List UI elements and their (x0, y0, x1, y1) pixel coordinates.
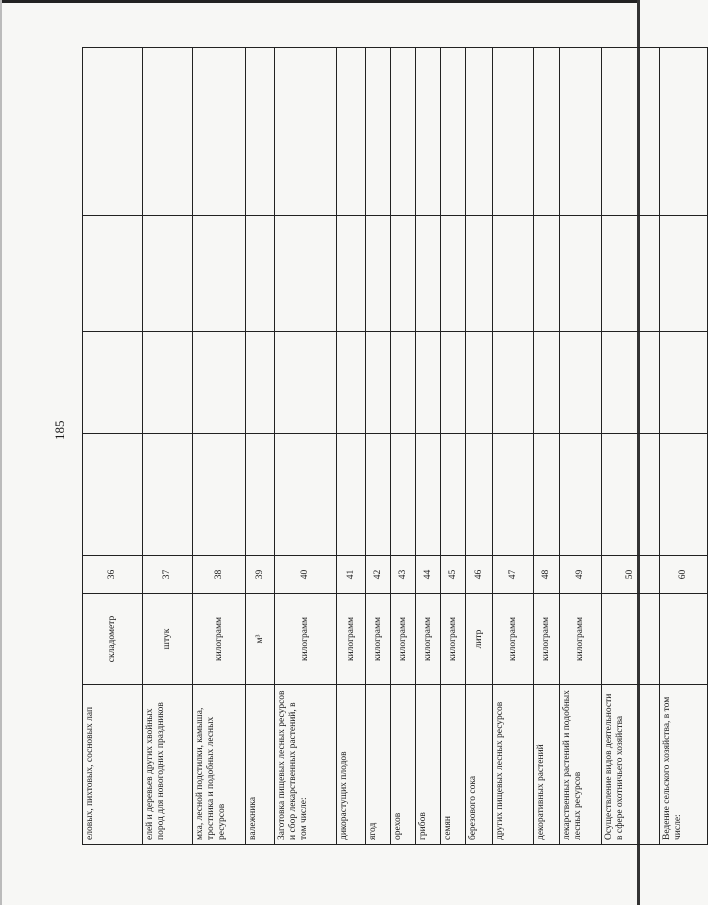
empty-value-cell (560, 332, 602, 434)
row-code-cell: 60 (660, 556, 708, 594)
empty-value-cell (534, 434, 560, 556)
unit-cell: килограмм (366, 594, 391, 685)
table-row (366, 48, 391, 845)
empty-value-cell (602, 48, 660, 216)
empty-value-cell (143, 434, 193, 556)
empty-value-cell (246, 48, 275, 216)
resource-name-cell: березового сока (466, 685, 493, 845)
table-row (83, 48, 143, 845)
unit-cell: килограмм (275, 594, 337, 685)
scan-edge-left (0, 0, 2, 905)
unit-cell (660, 594, 708, 685)
table-row (416, 48, 441, 845)
resource-name-cell: орехов (391, 685, 416, 845)
empty-value-cell (246, 332, 275, 434)
empty-value-cell (466, 332, 493, 434)
empty-value-cell (660, 48, 708, 216)
row-code-cell: 46 (466, 556, 493, 594)
empty-value-cell (366, 332, 391, 434)
empty-value-cell (660, 434, 708, 556)
table-row (193, 48, 246, 845)
table-row (143, 48, 193, 845)
forest-resources-table (82, 47, 708, 845)
unit-cell: килограмм (416, 594, 441, 685)
empty-value-cell (391, 48, 416, 216)
empty-value-cell (441, 216, 466, 332)
page-number: 185 (52, 420, 67, 440)
unit-cell: килограмм (560, 594, 602, 685)
resource-name-cell: еловых, пихтовых, сосновых лап (83, 685, 143, 845)
row-code-cell: 44 (416, 556, 441, 594)
resource-name-cell: дикорастущих плодов (337, 685, 366, 845)
unit-cell (602, 594, 660, 685)
row-code-cell: 49 (560, 556, 602, 594)
empty-value-cell (493, 434, 534, 556)
resource-name-cell: валежника (246, 685, 275, 845)
empty-value-cell (337, 434, 366, 556)
empty-value-cell (660, 332, 708, 434)
table-row (391, 48, 416, 845)
row-code-cell: 40 (275, 556, 337, 594)
table-row (275, 48, 337, 845)
unit-cell: килограмм (193, 594, 246, 685)
unit-cell: килограмм (441, 594, 466, 685)
table-row (534, 48, 560, 845)
unit-cell: литр (466, 594, 493, 685)
table-row (337, 48, 366, 845)
empty-value-cell (337, 216, 366, 332)
empty-value-cell (560, 48, 602, 216)
resource-name-cell: лекарственных растений и подобных лесных ресурсов (560, 685, 602, 845)
resource-name-cell: Заготовка пищевых лесных ресурсов и сбор лекарственных растений, в том числе: (275, 685, 337, 845)
resource-name-cell: семян (441, 685, 466, 845)
empty-value-cell (193, 434, 246, 556)
resource-name-cell: Осуществление видов деятельности в сфере охотничьего хозяйства (602, 685, 660, 845)
empty-value-cell (416, 434, 441, 556)
table-body (83, 48, 708, 845)
empty-value-cell (416, 216, 441, 332)
empty-value-cell (83, 216, 143, 332)
empty-value-cell (391, 332, 416, 434)
resource-name-cell: ягод (366, 685, 391, 845)
table-row (466, 48, 493, 845)
row-code-cell: 37 (143, 556, 193, 594)
empty-value-cell (391, 434, 416, 556)
table-row (493, 48, 534, 845)
empty-value-cell (337, 48, 366, 216)
unit-cell: килограмм (337, 594, 366, 685)
unit-cell: килограмм (493, 594, 534, 685)
empty-value-cell (560, 434, 602, 556)
row-code-cell: 50 (602, 556, 660, 594)
scan-edge-top (0, 0, 640, 3)
empty-value-cell (534, 332, 560, 434)
empty-value-cell (275, 332, 337, 434)
unit-cell: килограмм (534, 594, 560, 685)
row-code-cell: 47 (493, 556, 534, 594)
row-code-cell: 39 (246, 556, 275, 594)
empty-value-cell (337, 332, 366, 434)
empty-value-cell (246, 216, 275, 332)
empty-value-cell (366, 216, 391, 332)
resource-name-cell: елей и деревьев других хвойных пород для новогодних праздников (143, 685, 193, 845)
empty-value-cell (391, 216, 416, 332)
resource-name-cell: грибов (416, 685, 441, 845)
empty-value-cell (366, 48, 391, 216)
empty-value-cell (602, 434, 660, 556)
unit-cell: килограмм (391, 594, 416, 685)
empty-value-cell (441, 434, 466, 556)
empty-value-cell (416, 48, 441, 216)
row-code-cell: 38 (193, 556, 246, 594)
resource-name-cell: других пищевых лесных ресурсов (493, 685, 534, 845)
table-row (560, 48, 602, 845)
empty-value-cell (466, 434, 493, 556)
empty-value-cell (493, 332, 534, 434)
empty-value-cell (416, 332, 441, 434)
resource-name-cell: мха, лесной подстилки, камыша, тростника и подобных лесных ресурсов (193, 685, 246, 845)
empty-value-cell (83, 48, 143, 216)
empty-value-cell (143, 48, 193, 216)
empty-value-cell (441, 48, 466, 216)
empty-value-cell (193, 216, 246, 332)
empty-value-cell (83, 332, 143, 434)
empty-value-cell (441, 332, 466, 434)
empty-value-cell (660, 216, 708, 332)
empty-value-cell (275, 434, 337, 556)
row-code-cell: 41 (337, 556, 366, 594)
table-row (441, 48, 466, 845)
empty-value-cell (560, 216, 602, 332)
empty-value-cell (493, 48, 534, 216)
empty-value-cell (275, 216, 337, 332)
empty-value-cell (602, 216, 660, 332)
empty-value-cell (493, 216, 534, 332)
table-row (660, 48, 708, 845)
row-code-cell: 45 (441, 556, 466, 594)
empty-value-cell (275, 48, 337, 216)
empty-value-cell (466, 48, 493, 216)
empty-value-cell (466, 216, 493, 332)
unit-cell: складометр (83, 594, 143, 685)
empty-value-cell (366, 434, 391, 556)
empty-value-cell (83, 434, 143, 556)
row-code-cell: 48 (534, 556, 560, 594)
row-code-cell: 36 (83, 556, 143, 594)
resource-name-cell: Ведение сельского хозяйства, в том числе: (660, 685, 708, 845)
row-code-cell: 43 (391, 556, 416, 594)
empty-value-cell (602, 332, 660, 434)
unit-cell: м³ (246, 594, 275, 685)
table-row (246, 48, 275, 845)
empty-value-cell (534, 216, 560, 332)
empty-value-cell (534, 48, 560, 216)
table-row (602, 48, 660, 845)
empty-value-cell (193, 48, 246, 216)
empty-value-cell (246, 434, 275, 556)
resource-name-cell: декоративных растений (534, 685, 560, 845)
rotated-table-container (82, 48, 688, 845)
row-code-cell: 42 (366, 556, 391, 594)
empty-value-cell (193, 332, 246, 434)
empty-value-cell (143, 216, 193, 332)
unit-cell: штук (143, 594, 193, 685)
empty-value-cell (143, 332, 193, 434)
